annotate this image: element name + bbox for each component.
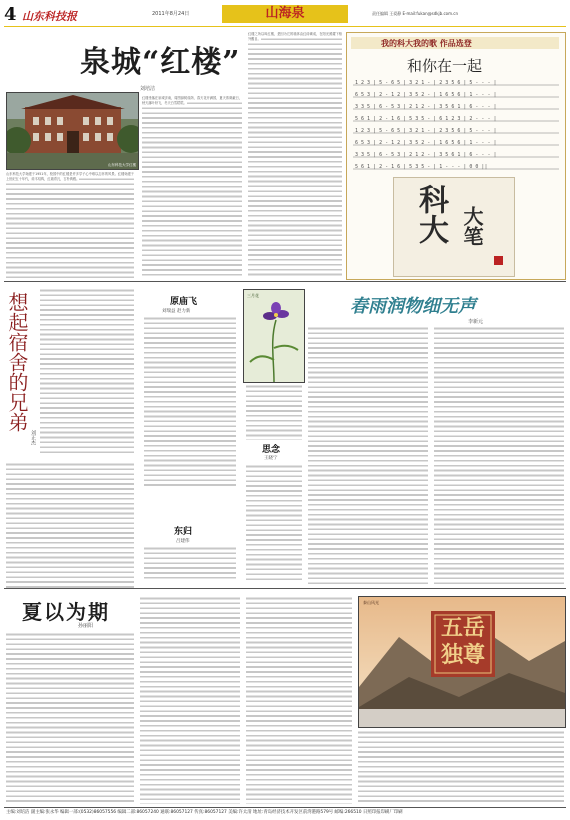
svg-text:1 2 3 | 5 - 6 5 | 3 2 1 - | 2: 1 2 3 | 5 - 6 5 | 3 2 1 - | 2 3 5 6 | 5 - - - | [355, 128, 497, 134]
svg-text:5 6 1 | 2 - 1 6 | 5 3 5 - | 6: 5 6 1 | 2 - 1 6 | 5 3 5 - | 6 1 2 3 | 2 - - - | [355, 116, 497, 122]
article2-body [6, 462, 134, 590]
svg-text:6 5 3 | 2 - 1 2 | 3 5 2 - | 1: 6 5 3 | 2 - 1 2 | 3 5 2 - | 1 6 5 6 | 1 - - - | [355, 92, 497, 98]
article1-col2 [142, 96, 242, 278]
article1-para1: 山东科技大学始建于1951年，校园中的红楼是许多学子心中难以忘怀的风景。红楼始建于上世纪五十年代，砖木结构，红墙青瓦，古朴典雅。 [6, 172, 134, 181]
article4-col1 [6, 632, 134, 804]
article-author: 刘培洁 [140, 86, 156, 92]
poem-block [140, 288, 240, 584]
article1-col1 [6, 172, 134, 278]
newspaper-logo: 山东科技报 [22, 10, 77, 23]
article4-col4 [358, 730, 564, 804]
article2-title: 想起宿舍的兄弟 [5, 292, 29, 432]
svg-text:1 2 3 | 5 - 6 5 | 3 2 1 - | 2: 1 2 3 | 5 - 6 5 | 3 2 1 - | 2 3 5 6 | 5 - - - | [355, 80, 497, 86]
article1-col3 [248, 32, 342, 278]
svg-text:6 5 3 | 2 - 1 2 | 3 5 2 - | 1: 6 5 3 | 2 - 1 2 | 3 5 2 - | 1 6 5 6 | 1 - - - | [355, 140, 497, 146]
article4-col2 [140, 596, 240, 804]
article1-para2: 红楼坐落在泉城济南，周围绿树成荫，春天花开满园，夏天浓荫蔽日，秋天落叶纷飞，冬天白雪皑皑。 [142, 96, 242, 105]
article3-author: 李新元 [468, 319, 484, 325]
poem3-title: 东归 [174, 527, 193, 537]
article4-author: 孙丽阳 [78, 623, 94, 629]
flower-photo [243, 289, 305, 383]
article3-col1 [308, 326, 428, 584]
calligraphy-text-2: 大笔 [460, 206, 484, 246]
poem2-title: 思念 [262, 445, 281, 455]
flower-photo-label: 三月花 [247, 293, 259, 298]
article-title: 泉城“红楼” [80, 45, 241, 80]
masthead [4, 4, 566, 28]
article1-para3: 红楼之所以叫红楼，是因为它的墙体由红砖砌成，在阳光照耀下格外醒目。 [248, 32, 342, 41]
article2-author: 刘正杰 [30, 430, 36, 445]
poem1-verses [144, 316, 236, 486]
footer-rule [4, 807, 566, 808]
seal-stamp [494, 256, 503, 265]
poem2-verses [246, 464, 302, 582]
svg-text:3 3 5 | 6 - 5 3 | 2 1 2 - | 3: 3 3 5 | 6 - 5 3 | 2 1 2 - | 3 5 6 1 | 6 - - - | [355, 104, 497, 110]
calligraphy-artwork [393, 177, 515, 277]
poem1-author: 刘瑞益 赵力新 [162, 309, 191, 314]
article3-col2 [434, 326, 564, 584]
article2-col1 [40, 288, 134, 456]
mountain-photo-caption: 泰山风光 [363, 600, 379, 605]
section-divider-2 [4, 588, 566, 589]
poem-side-verses [246, 384, 302, 440]
song-series-banner [351, 37, 559, 49]
music-notation [353, 79, 559, 171]
article4-title: 夏以为期 [22, 600, 110, 624]
svg-text:5 6 1 | 2 - 1 6 | 5 3 5 - | 1: 5 6 1 | 2 - 1 6 | 5 3 5 - | 1 - - - | 0 0 || [355, 164, 488, 170]
calligraphy-text-1: 科大 [413, 184, 448, 244]
poem1-title: 原庙飞 [170, 297, 198, 307]
poem3-author: 吕建伟 [176, 539, 190, 544]
section-banner: 山海泉 [222, 5, 348, 23]
editor-line: 责任编辑 王爱静 E-mail:fukan@sdkjb.com.cn [372, 11, 459, 16]
header-rule [4, 26, 566, 27]
song-series-title: 我的科大我的歌 作品选登 [381, 38, 472, 48]
red-building-photo [6, 92, 139, 170]
poem2-author: 王晓宁 [264, 456, 278, 461]
poem3-verses [144, 546, 236, 582]
mountain-photo [358, 596, 566, 728]
article4-col3 [246, 596, 352, 804]
song-score-box [346, 32, 566, 280]
footer-credits: 主编:刘培洁 副主编:张永华 编辑一部:(0532)86057556 编辑二部:86057240 通联:86057127 传真:86057127 美编:许太清 地址:青岛经济技术开发区前湾港路579号 邮编:266510 日照印报印刷厂印刷 [6, 810, 403, 815]
page-number: 4 [4, 4, 17, 25]
issue-date: 2011年8月24日 [152, 11, 190, 17]
song-title: 和你在一起 [407, 57, 483, 75]
mountain-sign-text: 五岳独尊 [440, 615, 485, 668]
photo-caption: 山东科技大学红楼 [108, 163, 136, 167]
section-divider [4, 281, 566, 282]
svg-text:3 3 5 | 6 - 5 3 | 2 1 2 - | 3: 3 3 5 | 6 - 5 3 | 2 1 2 - | 3 5 6 1 | 6 - - - | [355, 152, 497, 158]
article3-title: 春雨润物细无声 [350, 296, 476, 317]
